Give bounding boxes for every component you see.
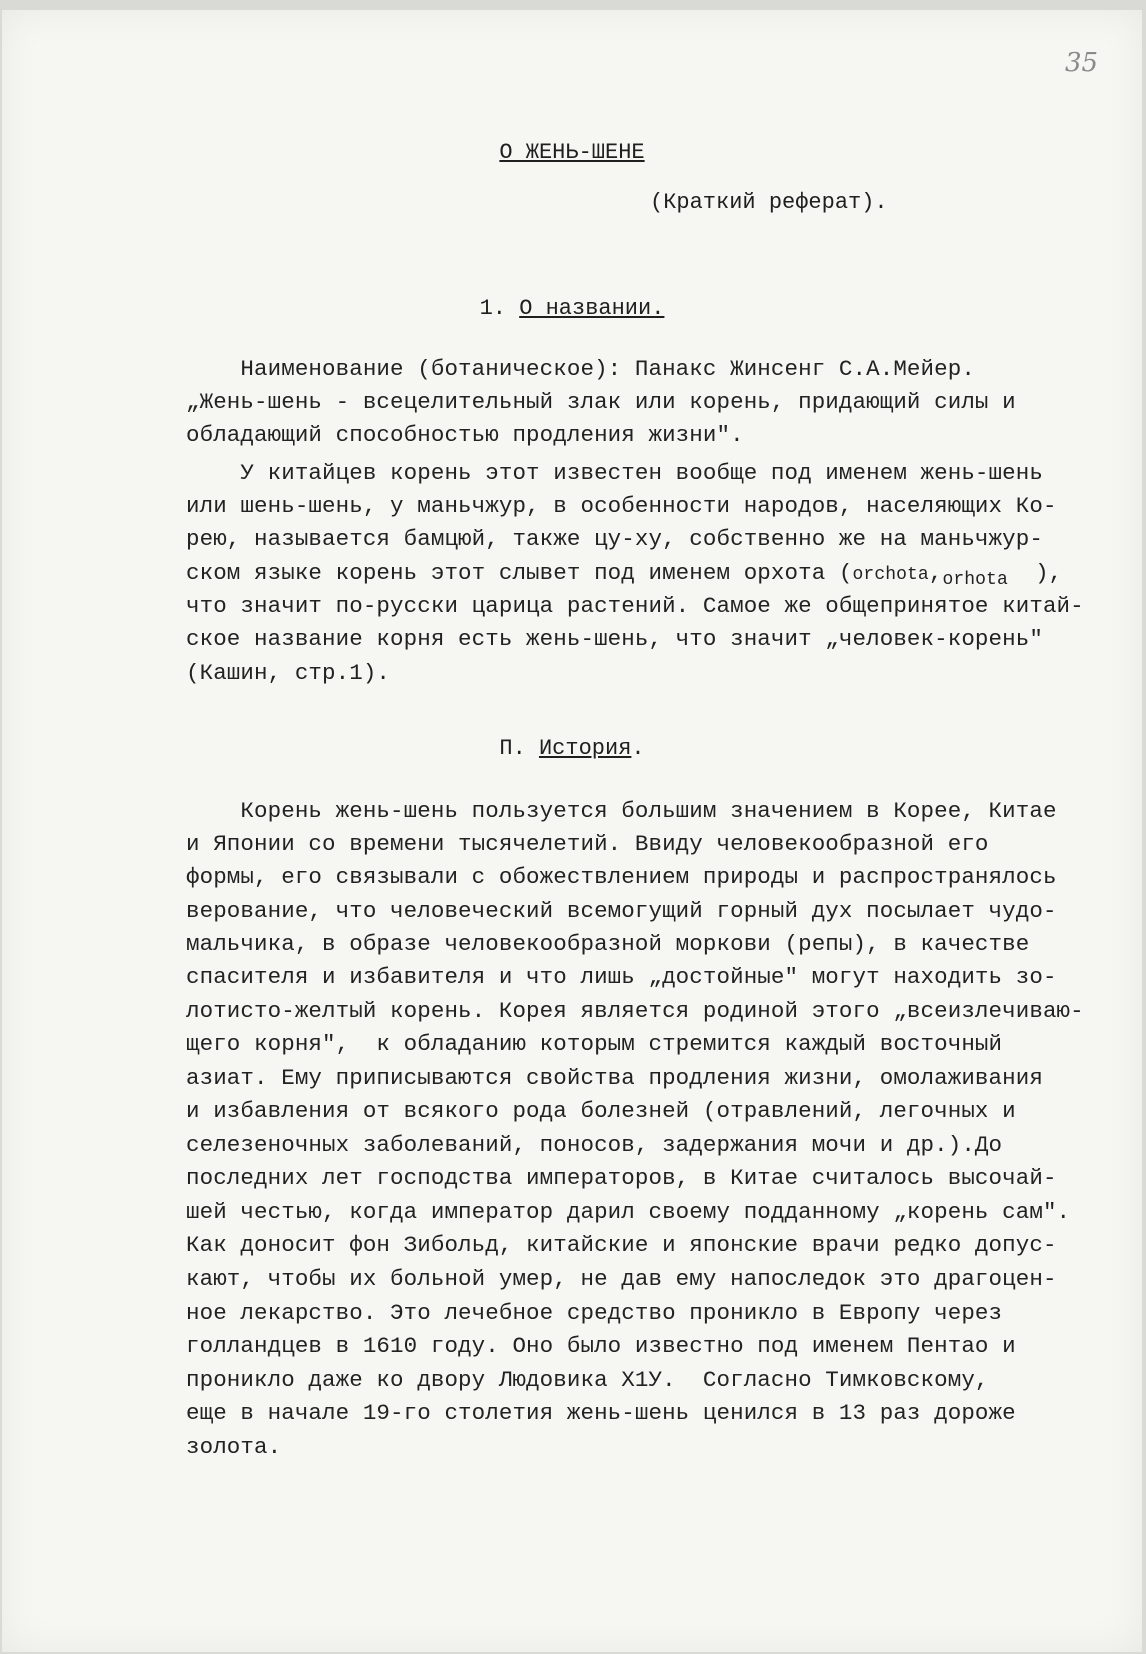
document-title: О ЖЕНЬ-ШЕНЕ (499, 140, 645, 165)
paragraph-line: спасителя и избавителя и что лишь „достойные" могут находить зо- (186, 964, 1057, 990)
paragraph-line: селезеночных заболеваний, поносов, задержания мочи и др.).До (186, 1132, 1003, 1158)
section-number: П. (499, 736, 526, 761)
section-heading-2: П. История. (499, 736, 645, 761)
paragraph-line: и Японии со времени тысячелетий. Ввиду человекообразной его (186, 831, 989, 857)
paragraph-line: Как доносит фон Зибольд, китайские и японские врачи редко допус- (186, 1232, 1057, 1258)
paragraph-line: Корень жень-шень пользуется большим значением в Корее, Китае (186, 798, 1057, 824)
paragraph-line: золота. (186, 1434, 282, 1460)
paragraph-line: шей честью, когда император дарил своему подданному „корень сам". (186, 1199, 1071, 1225)
paragraph-line: что значит по-русски царица растений. Самое же общепринятое китай- (186, 593, 1084, 619)
section-heading-1 (2, 296, 1142, 321)
paragraph-line: Наименование (ботаническое): Панакс Жинсенг С.А.Мейер. (186, 356, 975, 382)
paragraph-line: щего корня", к обладанию которым стремится каждый восточный (186, 1031, 1003, 1057)
paragraph-line: лотисто-желтый корень. Корея является родиной этого „всеизлечиваю- (186, 998, 1084, 1024)
paragraph-line: У китайцев корень этот известен вообще под именем жень-шень (186, 460, 1043, 486)
paragraph-line: голландцев в 1610 году. Оно было известно под именем Пентао и (186, 1333, 1016, 1359)
paragraph-line: мальчика, в образе человекообразной моркови (репы), в качестве (186, 931, 1030, 957)
section-title: О названии. (519, 296, 665, 321)
paragraph-line: рею, называется бамцюй, также цу-ху, собственно же на маньчжур- (186, 526, 1043, 552)
page-number: 35 (1065, 48, 1099, 78)
paragraph-line: (Кашин, стр.1). (186, 660, 391, 686)
paragraph-line: ское название корня есть жень-шень, что значит „человек-корень" (186, 626, 1043, 652)
paragraph-line: азиат. Ему приписываются свойства продления жизни, омолаживания (186, 1065, 1043, 1091)
section-title: История (538, 736, 632, 761)
paragraph-line: проникло даже ко двору Людовика Х1У. Согласно Тимковскому, (186, 1367, 989, 1393)
paragraph-line: еще в начале 19-го столетия жень-шень ценился в 13 раз дороже (186, 1400, 1016, 1426)
section-number: 1. (479, 296, 506, 321)
paragraph-line: „Жень-шень - всецелительный злак или корень, придающий силы и (186, 389, 1016, 415)
paragraph-line: или шень-шень, у маньчжур, в особенности народов, населяющих Ко- (186, 493, 1057, 519)
paragraph-line: верование, что человеческий всемогущий горный дух посылает чудо- (186, 898, 1057, 924)
latin-term: orhota (942, 570, 1008, 590)
document-subtitle: (Краткий реферат). (650, 190, 888, 215)
paragraph-line: кают, чтобы их больной умер, не дав ему напоследок это драгоцен- (186, 1266, 1057, 1292)
document-page (2, 10, 1142, 1652)
paragraph-line: и избавления от всякого рода болезней (отравлений, легочных и (186, 1098, 1016, 1124)
paragraph-line-with-latin: ском языке корень этот слывет под именем орхота ($orchota,_{orhota}$ ), (186, 560, 1063, 590)
paragraph-line: обладающий способностью продления жизни". (186, 422, 744, 448)
paragraph-line: формы, его связывали с обожествлением природы и распространялось (186, 864, 1057, 890)
paragraph-line: последних лет господства императоров, в Китае считалось высочай- (186, 1165, 1057, 1191)
latin-term: orchota (852, 565, 929, 585)
paragraph-line: ное лекарство. Это лечебное средство проникло в Европу через (186, 1300, 1003, 1326)
